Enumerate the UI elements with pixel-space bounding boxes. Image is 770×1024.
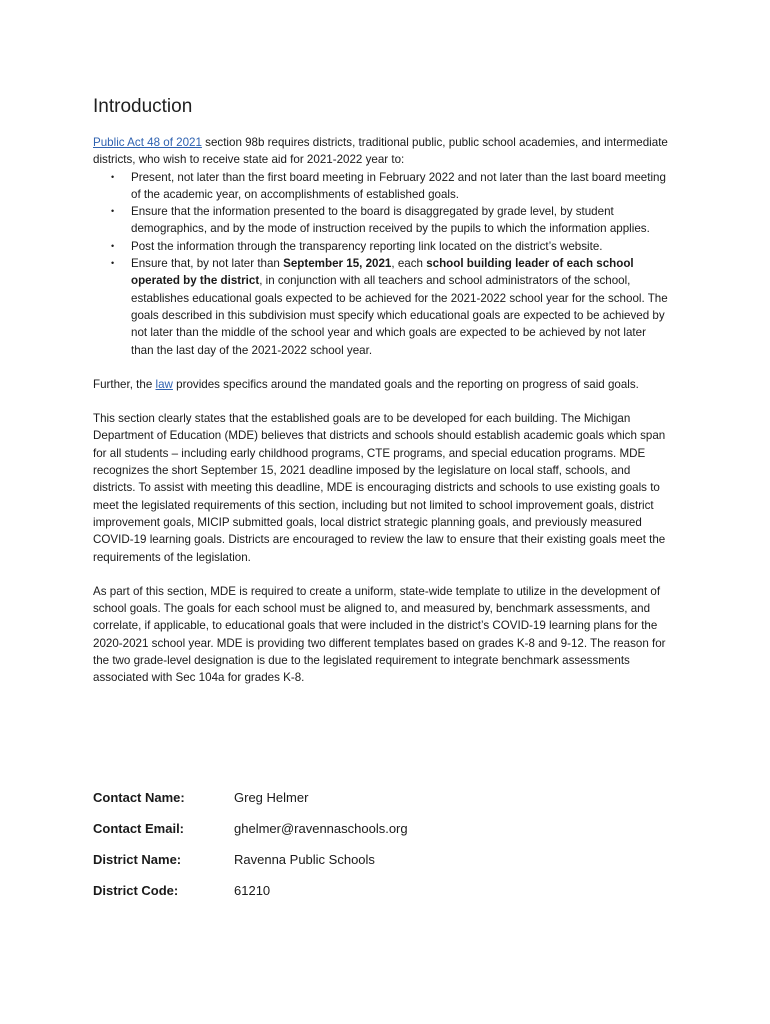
introduction-section: [93, 96, 668, 687]
list-item-text: Ensure that the information presented to the board is disaggregated by grade level, by student demographics, and by the mode of instruction received by the pupils to which the information applies.: [131, 205, 650, 236]
list-item: [93, 238, 668, 255]
contact-name-value: Greg Helmer: [234, 790, 309, 805]
building-leader-text: school building leader of each school operated by the district: [131, 257, 634, 288]
list-item-text: , in conjunction with all teachers and school administrators of the school, establishes educational goals expected to be achieved for the 2021-2022 school year for the school. The goals described in this subdivision must specify which educational goals are expected to be achieved by not later than the middle of the school year and which goals are expected to be achieved by not later than the last day of the 2021-2022 school year.: [131, 274, 668, 357]
contact-info: [93, 790, 668, 914]
contact-name-row: [93, 790, 668, 821]
page-title: Introduction: [93, 96, 193, 117]
list-item: [93, 255, 668, 359]
district-name-value: Ravenna Public Schools: [234, 852, 375, 867]
district-code-label: District Code:: [93, 883, 179, 898]
list-item-text: Ensure that, by not later than: [131, 257, 284, 271]
further-paragraph: Further, the law provides specifics around the mandated goals and the reporting on progress of said goals.: [93, 377, 639, 391]
requirements-list: [93, 169, 668, 359]
list-item: [93, 169, 668, 204]
district-code-row: [93, 883, 668, 914]
district-name-label: District Name:: [93, 852, 182, 867]
district-name-row: [93, 852, 668, 883]
goals-paragraph: This section clearly states that the established goals are to be developed for each building. The Michigan Department of Education (MDE) believes that districts and schools should establish academic goals which span for all students – including early childhood programs, CTE programs, and special education programs. MDE recognizes the short September 15, 2021 deadline imposed by the legislature on local staff, schools, and districts. To assist with meeting this deadline, MDE is encouraging districts and schools to use existing goals to meet the legislated requirements of this section, including but not limited to school improvement goals, district improvement goals, MICIP submitted goals, local district strategic planning goals, and previously measured COVID-19 learning goals. Districts are encouraged to review the law to ensure that their existing goals meet the requirements of the legislation.: [93, 412, 666, 564]
list-item: [93, 203, 668, 238]
district-code-value: 61210: [234, 883, 271, 898]
list-item-text: , each: [391, 257, 427, 271]
intro-paragraph: [93, 134, 668, 169]
list-item-text: Post the information through the transparency reporting link located on the district’s website.: [131, 239, 603, 253]
bullet-icon: •: [111, 171, 115, 182]
deadline-date: September 15, 2021: [283, 257, 392, 271]
bullet-icon: •: [111, 240, 115, 251]
public-act-link[interactable]: Public Act 48 of 2021: [93, 136, 202, 149]
intro-text: section 98b requires districts, traditional public, public school academies, and intermediate districts, who wish to receive state aid for 2021-2022 year to:: [93, 136, 668, 167]
contact-email-value: ghelmer@ravennaschools.org: [234, 821, 408, 836]
law-link[interactable]: law: [155, 377, 173, 391]
contact-email-label: Contact Email:: [93, 821, 185, 836]
bullet-icon: •: [111, 258, 115, 269]
contact-email-row: [93, 821, 668, 852]
list-item-text: Present, not later than the first board meeting in February 2022 and not later than the last board meeting of the academic year, on accomplishments of established goals.: [131, 170, 666, 201]
template-paragraph: As part of this section, MDE is required to create a uniform, state-wide template to utilize in the development of school goals. The goals for each school must be aligned to, and measured by, benchmark assessments, and correlate, if applicable, to educational goals that were included in the district’s COVID-19 learning plans for the 2020-2021 school year. MDE is providing two different templates based on grades K-8 and 9-12. The reason for the two grade-level designation is due to the legislated requirement to integrate benchmark assessments associated with Sec 104a for grades K-8.: [93, 584, 666, 685]
bullet-icon: •: [111, 206, 115, 217]
contact-name-label: Contact Name:: [93, 790, 185, 805]
